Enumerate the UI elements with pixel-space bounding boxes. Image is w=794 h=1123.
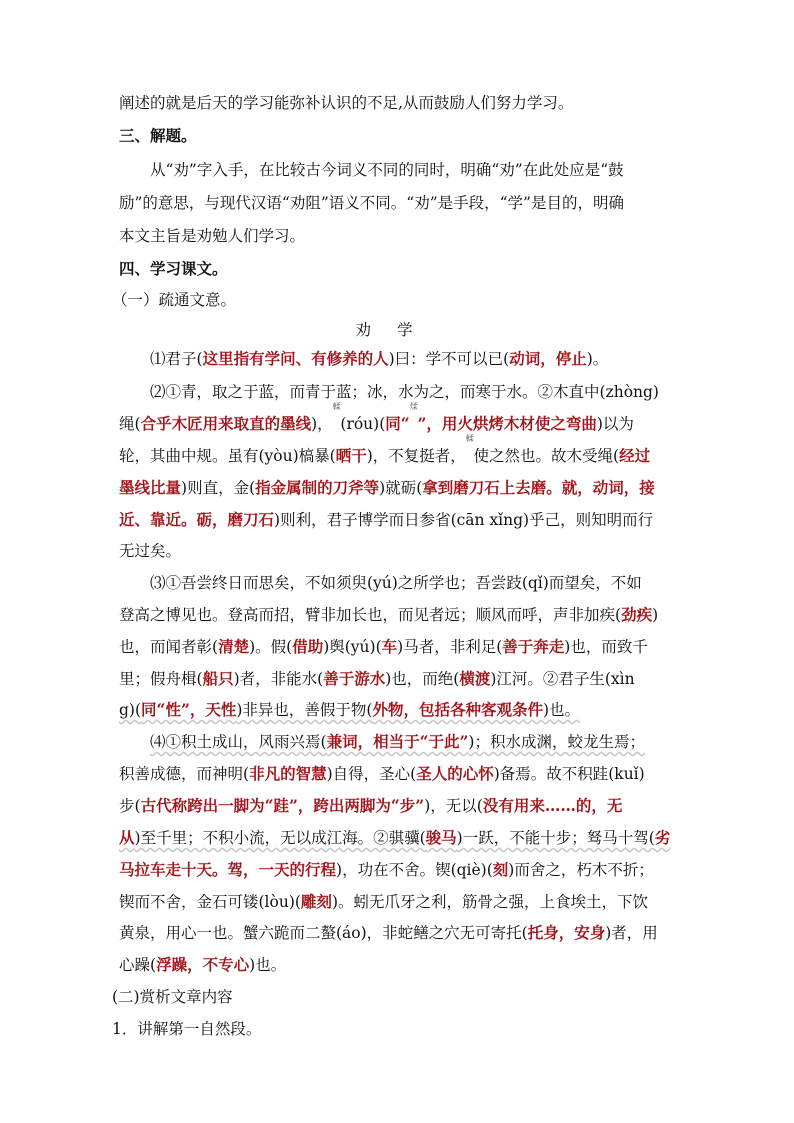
text-span: )自得，圣心( bbox=[326, 765, 417, 783]
text-line bbox=[119, 605, 679, 625]
annotation: 善于奔走 bbox=[502, 637, 565, 656]
text-span: 步( bbox=[119, 797, 141, 815]
annotation: 动词，停止 bbox=[509, 349, 587, 368]
annotation: 圣人的心怀 bbox=[416, 764, 494, 783]
text-span: )至千里；不积小流，无以成江海。②骐骥( bbox=[134, 829, 426, 847]
text-span: )也，而绝( bbox=[385, 670, 460, 688]
text-span: )舆(yú)( bbox=[323, 638, 382, 656]
text-span: )，无以( bbox=[424, 797, 483, 815]
annotation: 指金属制的刀斧等 bbox=[255, 478, 380, 497]
annotation: 车 bbox=[381, 637, 398, 656]
annotation: 外物，包括各种客观条件 bbox=[372, 700, 543, 719]
text-line bbox=[150, 349, 679, 369]
section-heading: 四、学习课文。 bbox=[119, 259, 228, 278]
annotation: 浮躁，不专心 bbox=[156, 955, 250, 974]
text-line bbox=[150, 732, 679, 752]
annotation: 没有用来……的，无 bbox=[482, 796, 623, 815]
text-span: )备焉。故不积跬(kuǐ) bbox=[493, 765, 645, 783]
text-line bbox=[119, 700, 679, 720]
text-line bbox=[119, 510, 679, 530]
text-line bbox=[119, 860, 679, 880]
text-line bbox=[119, 434, 679, 466]
text-line: ⑵①青，取之于蓝，而青于蓝；冰，水为之，而寒于水。②木直中(zhòng) bbox=[150, 383, 659, 401]
text-span: )也。 bbox=[249, 956, 287, 974]
annotation: 托身，安身 bbox=[527, 923, 606, 942]
text-span: )马者，非利足( bbox=[397, 638, 503, 656]
annotation: 这里指有学问、有修养的人 bbox=[202, 349, 389, 368]
text-line bbox=[119, 764, 679, 784]
text-span: 轮，其曲中规。虽有(yòu)槁暴( bbox=[119, 447, 336, 465]
annotation: 清楚 bbox=[218, 637, 250, 656]
annotation: 骏马 bbox=[425, 828, 457, 847]
text-span: )。蚓无爪牙之利，筋骨之强，上食埃土，下饮 bbox=[331, 893, 648, 911]
text-span: g)( bbox=[119, 701, 142, 719]
text-span: )江河。②君子生(xìn bbox=[490, 670, 635, 688]
text-span: )。假( bbox=[249, 638, 293, 656]
paragraph-line: 本文主旨是劝勉人们学习。 bbox=[119, 227, 306, 245]
text-line: ⑶①吾尝终日而思矣，不如须臾(yú)之所学也；吾尝跂(qǐ)而望矣，不如 bbox=[150, 574, 642, 592]
text-span: )，不复挺者， bbox=[366, 447, 466, 465]
annotation: 刻 bbox=[492, 860, 509, 879]
annotation: 古代称跨出一脚为“跬”，跨出两脚为“步” bbox=[140, 796, 425, 815]
annotation: 善于游水 bbox=[323, 669, 386, 688]
text-span: )也，而致千 bbox=[564, 638, 648, 656]
text-span: (róu)( bbox=[340, 415, 386, 433]
annotation: 合乎木匠用来取直的墨线 bbox=[140, 414, 312, 433]
paragraph-line: 阐述的就是后天的学习能弥补认识的不足,从而鼓励人们努力学习。 bbox=[119, 94, 574, 112]
annotation: 借助 bbox=[292, 637, 324, 656]
text-span: )一跃，不能十步；驽马十驾( bbox=[456, 829, 655, 847]
rare-character: 輮 bbox=[332, 402, 341, 411]
subsection-heading: (二)赏析文章内容 bbox=[112, 988, 233, 1006]
text-span: 心躁( bbox=[119, 956, 157, 974]
text-span: )。 bbox=[586, 350, 609, 368]
annotation: 近、靠近。砺，磨刀石 bbox=[119, 510, 275, 529]
text-span: )而舍之，朽木不折； bbox=[508, 861, 654, 879]
annotation: 从 bbox=[119, 828, 135, 847]
text-span: 里；假舟楫( bbox=[119, 670, 203, 688]
rare-character: 煣 bbox=[409, 402, 418, 411]
text-line bbox=[119, 669, 679, 689]
text-span: 也，而闻者彰( bbox=[119, 638, 219, 656]
text-span: )者，非能水( bbox=[233, 670, 324, 688]
annotation: 劣 bbox=[654, 828, 671, 847]
text-line bbox=[119, 955, 679, 975]
text-span: )非异也，善假于物( bbox=[236, 701, 373, 719]
text-span: ⑴君子( bbox=[150, 350, 203, 368]
section-heading: 三、解题。 bbox=[119, 126, 197, 145]
annotation: 同“性”，天性 bbox=[141, 700, 237, 719]
text-line bbox=[119, 828, 679, 848]
text-span: 使之然也。故木受绳( bbox=[473, 447, 620, 465]
annotation: 墨线比量 bbox=[119, 478, 182, 497]
text-span: )则直，金( bbox=[181, 479, 256, 497]
text-line bbox=[119, 637, 679, 657]
paragraph-line: 励”的意思，与现代汉语“劝阻”语义不同。“劝”是手段，“学”是目的，明确 bbox=[119, 194, 624, 212]
text-line bbox=[119, 796, 679, 816]
annotation: 马拉车走十天。驾，一天的行程 bbox=[119, 860, 337, 879]
annotation: 横渡 bbox=[459, 669, 491, 688]
text-span: )以为 bbox=[596, 415, 634, 433]
text-span: 积善成德，而神明( bbox=[119, 765, 250, 783]
annotation: 晒干 bbox=[335, 446, 367, 465]
text-span: )，功在不舍。锲(qiè)( bbox=[336, 861, 493, 879]
annotation: 拿到磨刀石上去磨。就，动词，接 bbox=[422, 478, 655, 497]
text-span: )也。 bbox=[543, 701, 581, 719]
text-span: )， bbox=[311, 415, 333, 433]
annotation: 兼词，相当于“于此” bbox=[326, 732, 469, 751]
text-span: )；积水成渊，蛟龙生焉； bbox=[468, 733, 645, 751]
subsection-heading: （一）疏通文意。 bbox=[112, 291, 237, 309]
text-span: 锲而不舍，金石可镂(lòu)( bbox=[119, 893, 301, 911]
annotation: 劲疾 bbox=[621, 605, 653, 624]
text-line: 无过矣。 bbox=[119, 542, 182, 560]
text-span: )者，用 bbox=[605, 924, 658, 942]
text-span: 黄泉，用心一也。蟹六跪而二螯(áo)，非蛇鳝之穴无可寄托( bbox=[119, 924, 528, 942]
text-title: 劝学 bbox=[355, 321, 439, 339]
rare-character: 輮 bbox=[465, 434, 474, 443]
paragraph-line: 从“劝”字入手，在比较古今词义不同的同时，明确“劝”在此处应是“鼓 bbox=[150, 161, 624, 179]
text-span: ⑷①积土成山，风雨兴焉( bbox=[150, 733, 327, 751]
text-line bbox=[119, 478, 679, 498]
text-line bbox=[119, 402, 679, 434]
text-span: )就砺( bbox=[379, 479, 423, 497]
text-span: )曰：学不可以已( bbox=[388, 350, 510, 368]
text-span: )则利，君子博学而日参省(cān xǐng)乎己，则知明而行 bbox=[274, 511, 654, 529]
text-span: 绳( bbox=[119, 415, 141, 433]
annotation: 雕刻 bbox=[300, 892, 332, 911]
list-item: 1．讲解第一自然段。 bbox=[112, 1020, 262, 1038]
text-line bbox=[119, 892, 679, 912]
annotation: 同“ bbox=[385, 414, 410, 433]
annotation: 船只 bbox=[202, 669, 234, 688]
annotation: 非凡的智慧 bbox=[249, 764, 327, 783]
text-span: ) bbox=[652, 606, 659, 624]
text-span: 登高之博见也。登高而招，臂非加长也，而见者远；顺风而呼，声非加疾( bbox=[119, 606, 622, 624]
annotation: 经过 bbox=[619, 446, 651, 465]
text-line bbox=[119, 923, 679, 943]
annotation: ”，用火烘烤木材使之弯曲 bbox=[417, 414, 597, 433]
